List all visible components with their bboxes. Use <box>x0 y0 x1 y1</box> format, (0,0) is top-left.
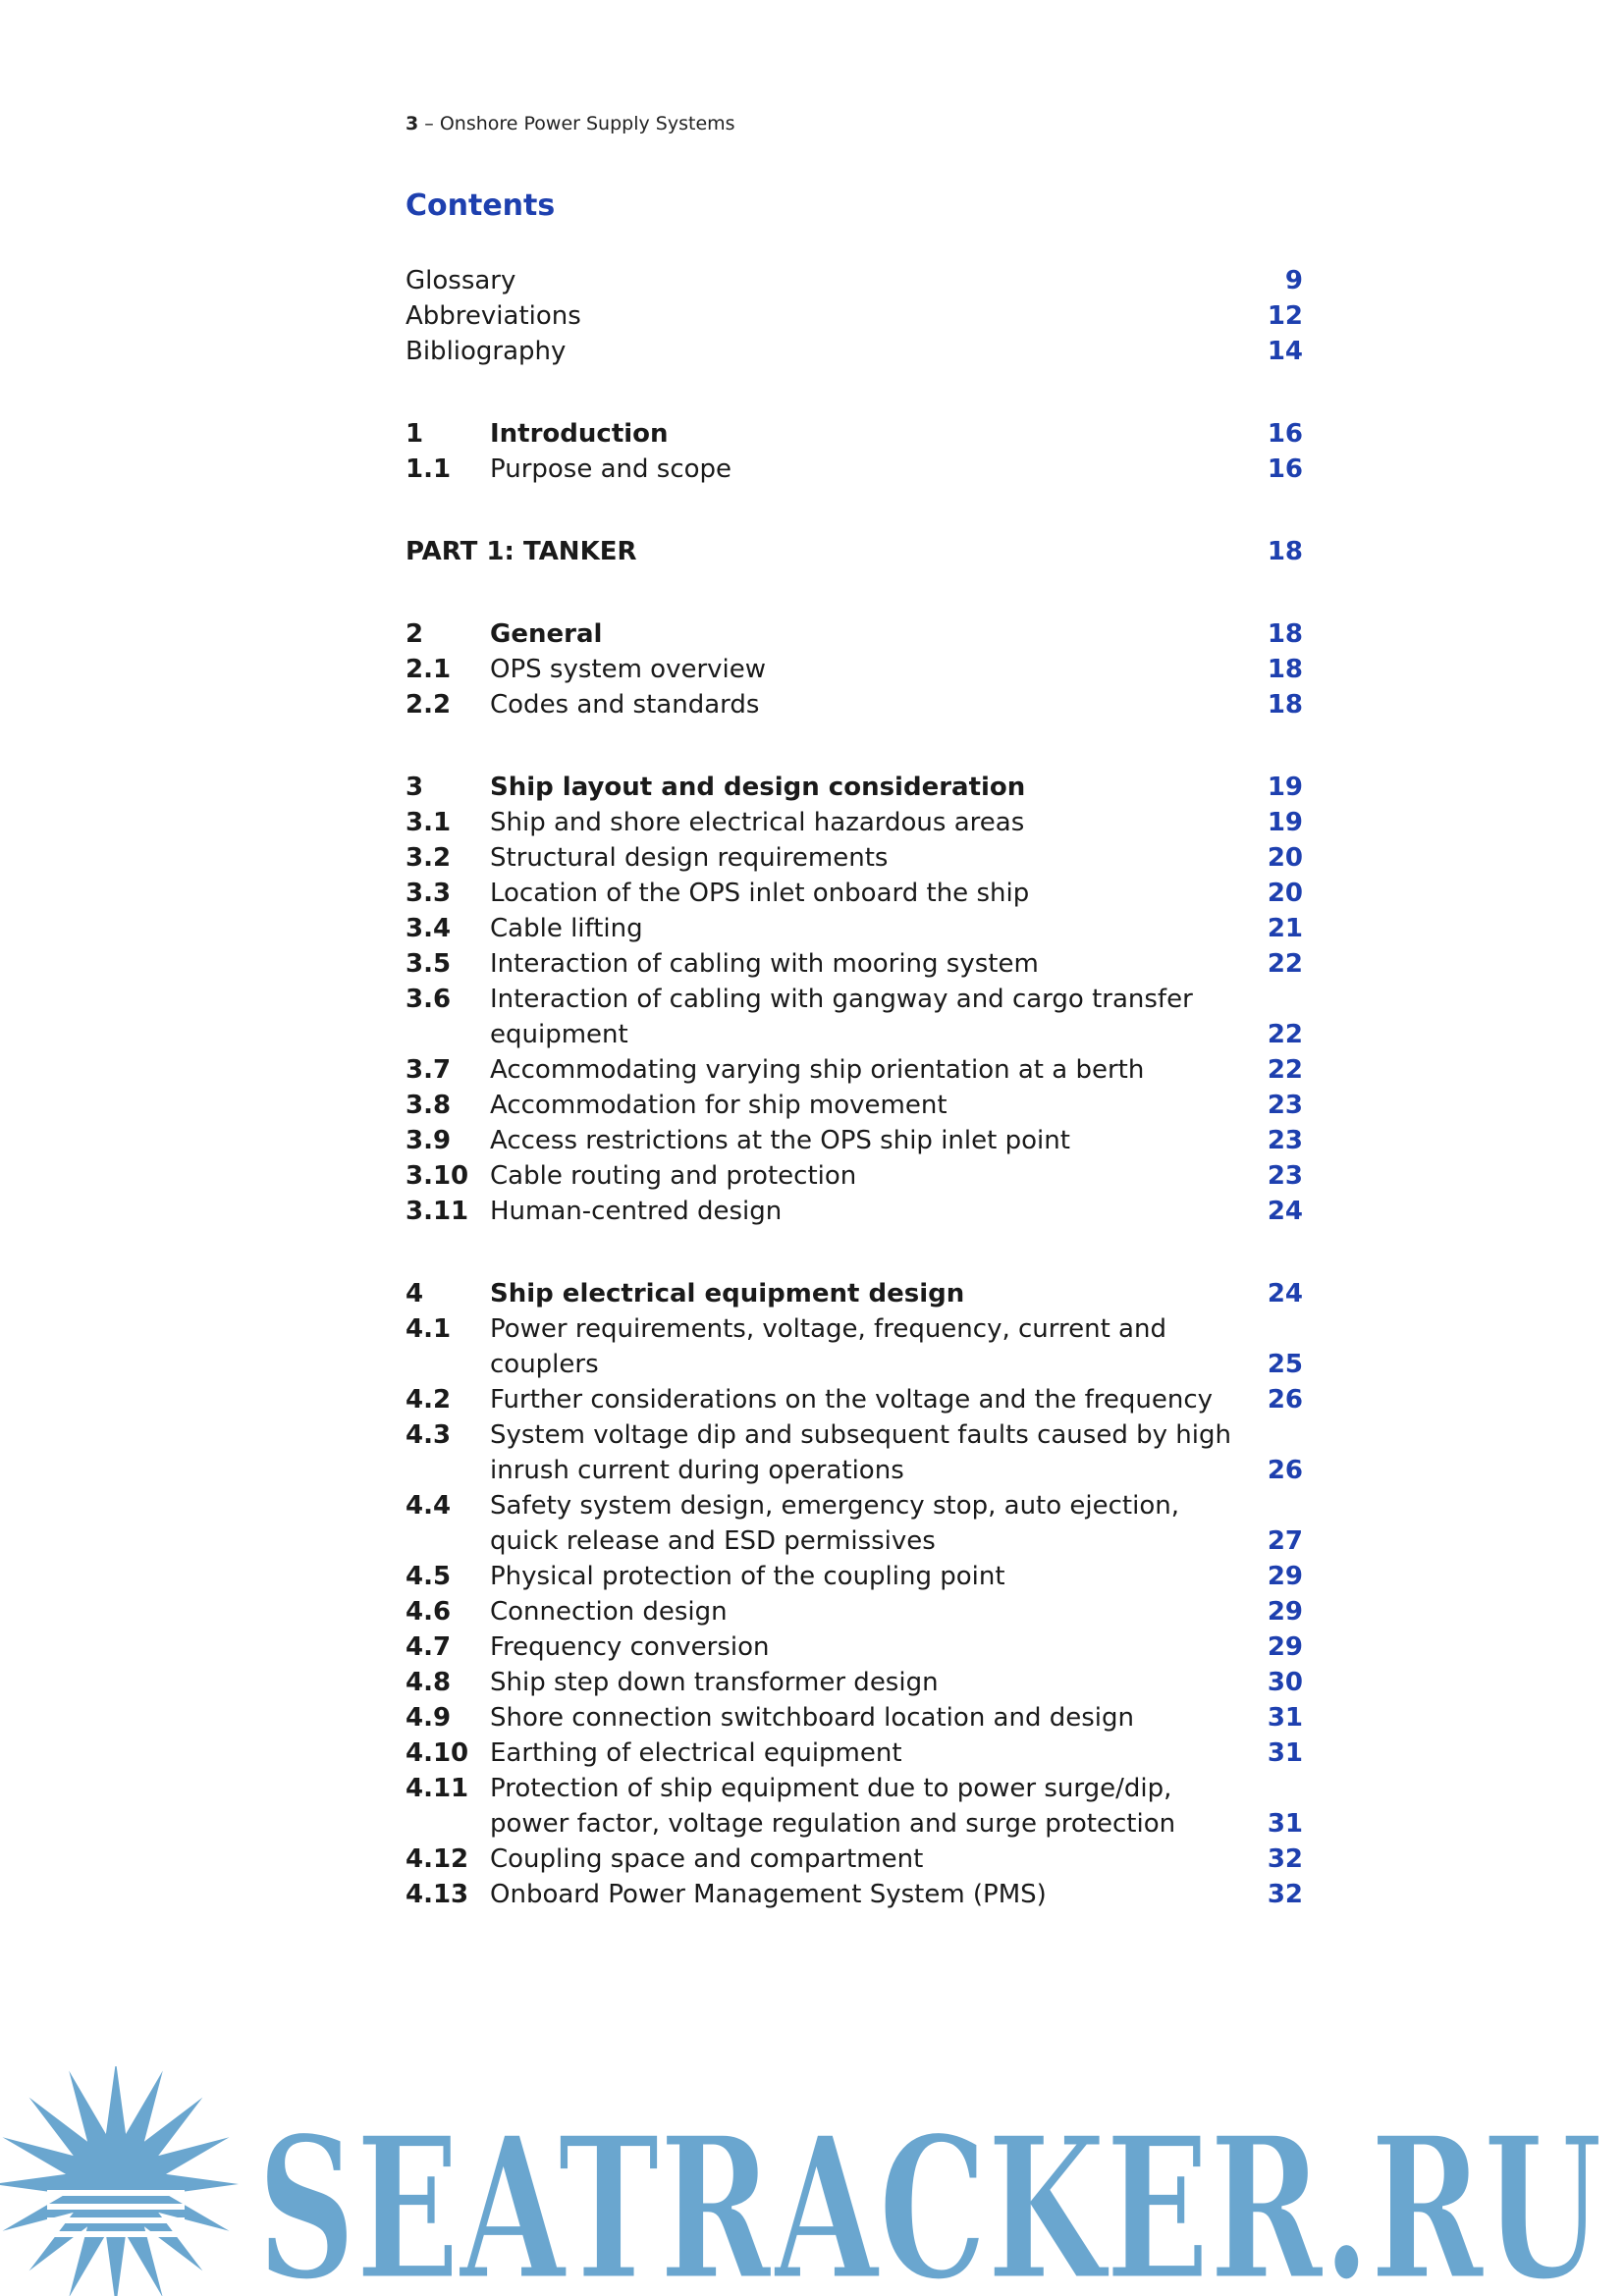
toc-entry-label: Earthing of electrical equipment <box>490 1738 902 1768</box>
toc-entry-page: 31 <box>1267 1809 1303 1839</box>
toc-entry-page: 31 <box>1267 1738 1303 1768</box>
toc-entry-page: 31 <box>1267 1703 1303 1733</box>
toc-entry[interactable] <box>406 1123 1303 1158</box>
toc-entry-label: OPS system overview <box>490 655 767 684</box>
toc-entry-page: 24 <box>1267 1197 1303 1226</box>
toc-entry-page: 22 <box>1267 1020 1303 1049</box>
toc-entry-number: 3.5 <box>406 949 452 979</box>
toc-entry-number: 1.1 <box>406 454 452 484</box>
toc-entry-number: 3.2 <box>406 843 452 873</box>
toc-entry-label: Ship electrical equipment design <box>490 1279 965 1308</box>
toc-entry[interactable] <box>406 687 1303 722</box>
toc-entry[interactable] <box>406 1488 1303 1559</box>
toc-entry-label: Protection of ship equipment due to power surge/dip, power factor, voltage regulation and surge protection <box>490 1774 1176 1839</box>
toc-entry[interactable] <box>406 1052 1303 1088</box>
toc-entry-label: System voltage dip and subsequent faults caused by high inrush current during operations <box>490 1420 1231 1485</box>
toc-entry[interactable] <box>406 298 1303 334</box>
toc-entry[interactable] <box>406 452 1303 487</box>
toc-entry-page: 32 <box>1267 1844 1303 1874</box>
toc-entry-number: 2.2 <box>406 690 452 720</box>
toc-entry-label: Frequency conversion <box>490 1632 770 1662</box>
toc-entry[interactable] <box>406 1771 1303 1842</box>
watermark-text: SEATRACKER.RU <box>257 2094 1602 2296</box>
toc-entry-number: 2.1 <box>406 655 452 684</box>
toc-entry[interactable] <box>406 805 1303 840</box>
section-spacer <box>406 569 1303 616</box>
toc-entry-number: 4.12 <box>406 1844 469 1874</box>
toc-entry-number: 3.4 <box>406 914 452 943</box>
toc-entry[interactable] <box>406 1559 1303 1594</box>
toc-entry-page: 16 <box>1267 419 1303 449</box>
toc-entry-label: Access restrictions at the OPS ship inlet point <box>490 1126 1070 1155</box>
toc-entry[interactable] <box>406 1158 1303 1194</box>
toc-entry-page: 26 <box>1267 1456 1303 1485</box>
toc-entry-label: Power requirements, voltage, frequency, current and couplers <box>490 1314 1166 1379</box>
toc-entry[interactable] <box>406 1877 1303 1912</box>
toc-entry-number: 3.11 <box>406 1197 469 1226</box>
toc-entry-label: Shore connection switchboard location and design <box>490 1703 1134 1733</box>
toc-entry-label: Location of the OPS inlet onboard the ship <box>490 879 1030 908</box>
toc-entry[interactable] <box>406 416 1303 452</box>
toc-entry-page: 24 <box>1267 1279 1303 1308</box>
toc-entry-label: Onboard Power Management System (PMS) <box>490 1880 1047 1909</box>
toc-entry[interactable] <box>406 982 1303 1052</box>
toc-entry-number: 4.13 <box>406 1880 469 1909</box>
sun-logo-icon <box>0 2066 239 2296</box>
toc-entry-page: 26 <box>1267 1385 1303 1415</box>
toc-entry-page: 18 <box>1267 537 1303 566</box>
toc-entry-number: 4.2 <box>406 1385 452 1415</box>
toc-entry[interactable] <box>406 946 1303 982</box>
toc-entry[interactable] <box>406 1665 1303 1700</box>
toc-entry-number: 3 <box>406 773 424 802</box>
toc-entry-page: 16 <box>1267 454 1303 484</box>
toc-entry-label: Interaction of cabling with gangway and cargo transfer equipment <box>490 985 1193 1049</box>
toc-entry-page: 14 <box>1267 337 1303 366</box>
toc-entry-label: Ship and shore electrical hazardous areas <box>490 808 1025 837</box>
toc-entry-page: 23 <box>1267 1161 1303 1191</box>
toc-entry[interactable] <box>406 652 1303 687</box>
toc-entry-page: 9 <box>1284 266 1303 295</box>
toc-entry-number: 1 <box>406 419 424 449</box>
toc-entry-label: Glossary <box>406 266 516 295</box>
toc-entry-page: 12 <box>1267 301 1303 331</box>
toc-entry-label: Connection design <box>490 1597 728 1627</box>
toc-entry-page: 32 <box>1267 1880 1303 1909</box>
toc-entry[interactable] <box>406 1629 1303 1665</box>
toc-entry-page: 29 <box>1267 1562 1303 1591</box>
toc-entry-label: Introduction <box>490 419 669 449</box>
toc-entry-label: Codes and standards <box>490 690 760 720</box>
toc-entry-page: 22 <box>1267 949 1303 979</box>
sun-wave-line <box>47 2217 185 2223</box>
toc-entry-page: 22 <box>1267 1055 1303 1085</box>
toc-entry-label: Accommodating varying ship orientation at a berth <box>490 1055 1145 1085</box>
toc-entry-page: 29 <box>1267 1632 1303 1662</box>
toc-entry-number: 4.6 <box>406 1597 452 1627</box>
toc-entry-page: 19 <box>1267 808 1303 837</box>
sun-wave-line <box>47 2231 185 2237</box>
toc-entry[interactable] <box>406 334 1303 369</box>
toc-entry-page: 19 <box>1267 773 1303 802</box>
watermark <box>0 2066 1624 2296</box>
toc-entry[interactable] <box>406 1735 1303 1771</box>
header-separator: – <box>424 113 434 134</box>
running-header <box>406 113 735 134</box>
toc-entry[interactable] <box>406 1276 1303 1311</box>
toc-entry-label: Ship layout and design consideration <box>490 773 1026 802</box>
toc-entry-page: 18 <box>1267 655 1303 684</box>
toc-entry-label: Accommodation for ship movement <box>490 1091 947 1120</box>
toc-entry-label: Bibliography <box>406 337 567 366</box>
contents-title: Contents <box>406 188 556 223</box>
toc-entry-number: 4 <box>406 1279 424 1308</box>
toc-entry-label: Further considerations on the voltage and the frequency <box>490 1385 1214 1415</box>
toc-entry-label: Structural design requirements <box>490 843 889 873</box>
sun-wave-line <box>47 2204 185 2210</box>
toc-entry[interactable] <box>406 840 1303 876</box>
toc-entry[interactable] <box>406 1311 1303 1382</box>
toc-entry-label: Coupling space and compartment <box>490 1844 924 1874</box>
table-of-contents <box>406 263 1303 1912</box>
toc-entry-label: Safety system design, emergency stop, auto ejection, quick release and ESD permissives <box>490 1491 1179 1556</box>
toc-entry-number: 2 <box>406 619 424 649</box>
toc-entry-number: 4.3 <box>406 1420 452 1450</box>
toc-entry-number: 4.7 <box>406 1632 452 1662</box>
toc-entry-page: 25 <box>1267 1350 1303 1379</box>
toc-entry-label: General <box>490 619 603 649</box>
toc-entry-number: 3.8 <box>406 1091 452 1120</box>
toc-entry-label: Ship step down transformer design <box>490 1668 939 1697</box>
toc-entry-label: Cable routing and protection <box>490 1161 857 1191</box>
section-spacer <box>406 1229 1303 1276</box>
toc-entry[interactable] <box>406 1842 1303 1877</box>
toc-entry-page: 21 <box>1267 914 1303 943</box>
section-spacer <box>406 722 1303 770</box>
toc-entry-number: 4.5 <box>406 1562 452 1591</box>
toc-entry[interactable] <box>406 1194 1303 1229</box>
page-number: 3 <box>406 113 419 134</box>
toc-entry-page: 30 <box>1267 1668 1303 1697</box>
toc-entry-number: 3.7 <box>406 1055 452 1085</box>
toc-entry-label: PART 1: TANKER <box>406 537 637 566</box>
toc-entry-page: 23 <box>1267 1126 1303 1155</box>
toc-entry-page: 18 <box>1267 619 1303 649</box>
toc-entry-number: 3.3 <box>406 879 452 908</box>
toc-entry[interactable] <box>406 534 1303 569</box>
toc-entry-page: 23 <box>1267 1091 1303 1120</box>
section-spacer <box>406 369 1303 416</box>
toc-entry-label: Physical protection of the coupling point <box>490 1562 1005 1591</box>
toc-entry[interactable] <box>406 616 1303 652</box>
toc-entry[interactable] <box>406 1382 1303 1417</box>
toc-entry-page: 29 <box>1267 1597 1303 1627</box>
toc-entry-number: 4.1 <box>406 1314 452 1344</box>
toc-entry[interactable] <box>406 770 1303 805</box>
toc-entry-number: 4.8 <box>406 1668 452 1697</box>
toc-entry-label: Human-centred design <box>490 1197 783 1226</box>
toc-entry[interactable] <box>406 1700 1303 1735</box>
section-spacer <box>406 487 1303 534</box>
toc-entry-number: 4.10 <box>406 1738 469 1768</box>
toc-entry-number: 4.11 <box>406 1774 469 1803</box>
toc-entry-page: 18 <box>1267 690 1303 720</box>
toc-entry-number: 3.10 <box>406 1161 469 1191</box>
toc-entry-number: 4.9 <box>406 1703 452 1733</box>
toc-entry-number: 3.6 <box>406 985 452 1014</box>
toc-entry[interactable] <box>406 1417 1303 1488</box>
sun-wave-line <box>47 2190 185 2196</box>
toc-entry-page: 20 <box>1267 879 1303 908</box>
document-title: Onshore Power Supply Systems <box>439 113 735 134</box>
toc-entry-number: 3.9 <box>406 1126 452 1155</box>
toc-entry-label: Interaction of cabling with mooring system <box>490 949 1039 979</box>
toc-entry-number: 4.4 <box>406 1491 452 1521</box>
toc-entry-label: Purpose and scope <box>490 454 732 484</box>
toc-entry[interactable] <box>406 1088 1303 1123</box>
toc-entry-number: 3.1 <box>406 808 452 837</box>
toc-entry-label: Cable lifting <box>490 914 643 943</box>
toc-entry-page: 27 <box>1267 1526 1303 1556</box>
toc-entry-page: 20 <box>1267 843 1303 873</box>
toc-entry[interactable] <box>406 911 1303 946</box>
toc-entry[interactable] <box>406 1594 1303 1629</box>
toc-entry[interactable] <box>406 876 1303 911</box>
toc-entry-label: Abbreviations <box>406 301 581 331</box>
toc-entry[interactable] <box>406 263 1303 298</box>
